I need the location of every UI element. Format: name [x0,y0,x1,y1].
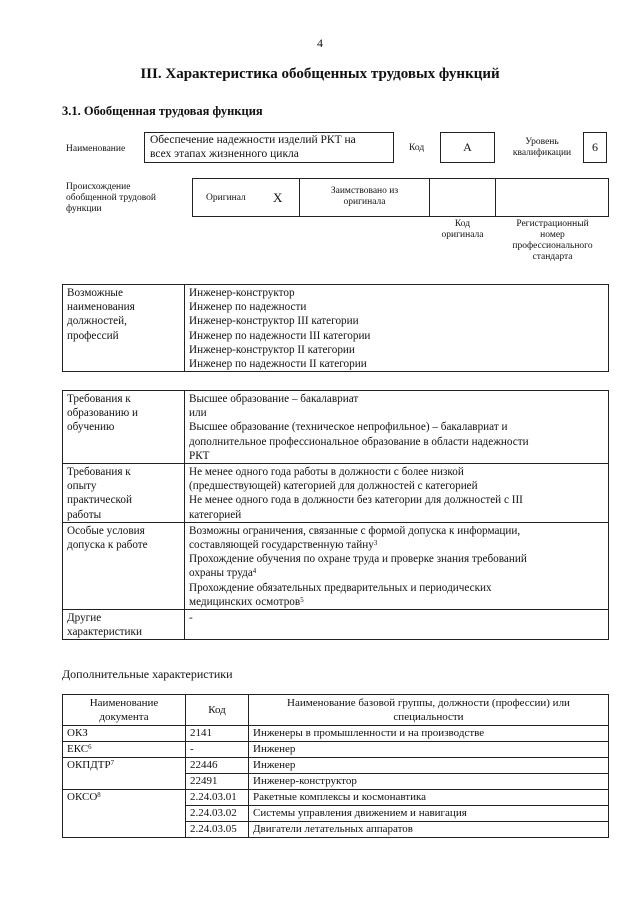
access-line-text: охраны труда [189,567,253,580]
experience-line: (предшествующей) категорией для должностей с категорией [189,480,478,493]
function-name-line-1: Обеспечение надежности изделий РКТ на [150,134,356,146]
code-cell: - [186,742,249,758]
original-code-caption [430,219,495,241]
other-label-line-1: Другие [67,612,102,625]
origin-label-line-3: функции [66,204,102,214]
registration-caption [496,219,609,263]
doc-header-line-1: Наименование [89,697,159,709]
code-value-box [440,132,495,163]
position-item: Инженер по надежности [189,301,307,314]
level-value-box [583,132,607,163]
function-name-line-2: всех этапах жизненного цикла [150,147,299,160]
access-label-line-1: Особые условия [67,524,145,537]
positions-label-line-3: должностей, [67,315,127,328]
code-cell: 2.24.03.02 [186,806,249,822]
positions-values-cell [185,285,609,372]
other-values-cell [185,610,609,640]
name-header-line-2: специальности [393,711,464,723]
education-label-line-3: обучению [67,421,115,434]
access-label-cell [63,522,185,609]
registration-caption-line-3: профессионального [512,241,593,251]
experience-row [63,464,609,523]
page-number: 4 [317,36,323,50]
access-line-text: составляющей государственную тайну [189,539,374,552]
education-row [63,391,609,464]
table-row [63,790,609,806]
experience-label-line-2: опыту [67,480,97,493]
borrowed-label [300,186,429,208]
additional-title: Дополнительные характеристики [62,667,233,681]
access-line-text: медицинских осмотров [189,595,301,608]
name-label: Наименование [66,144,126,154]
experience-values-cell [185,464,609,523]
other-row [63,610,609,640]
experience-label-line-1: Требования к [67,466,131,479]
name-cell: Инженер [249,758,609,774]
positions-label-line-2: наименования [67,301,135,314]
doc-name: ОКЗ [67,727,88,739]
access-row [63,522,609,609]
positions-row [63,285,609,372]
positions-table [62,284,609,372]
doc-header-line-2: документа [99,711,149,723]
access-line: Прохождение обучения по охране труда и проверке знания требований [189,553,527,566]
code-header: Код [186,695,249,726]
positions-label-cell [63,285,185,372]
footnote-marker[interactable]: 4 [252,567,257,576]
footnote-marker[interactable]: 5 [300,595,304,604]
doc-cell [63,742,186,758]
code-cell: 2141 [186,726,249,742]
experience-label-cell [63,464,185,523]
education-line: Высшее образование – бакалавриат [189,393,359,405]
doc-name: ОКПДТР [67,759,111,771]
access-line: Прохождение обязательных предварительных и периодических [189,581,492,594]
other-line: - [189,612,193,625]
access-line [189,538,604,552]
education-label-line-1: Требования к [67,393,131,405]
name-cell: Инженер-конструктор [249,774,609,790]
name-cell: Ракетные комплексы и космонавтика [249,790,609,806]
positions-label-line-4: профессий [67,329,119,342]
level-value: 6 [592,140,598,154]
experience-label-line-3: практической [67,494,132,507]
other-label-line-2: характеристики [67,626,142,639]
doc-header [63,695,186,726]
doc-cell [63,726,186,742]
additional-header-row [63,695,609,726]
experience-line: категорией [189,508,242,521]
origin-divider-2 [429,178,430,217]
position-item: Инженер-конструктор III категории [189,315,359,328]
table-row [63,726,609,742]
education-label-cell [63,391,185,464]
registration-caption-line-1: Регистрационный [516,219,589,229]
table-row [63,758,609,774]
code-cell: 22446 [186,758,249,774]
education-line: дополнительное профессиональное образование в области надежности [189,435,529,448]
code-cell: 2.24.03.01 [186,790,249,806]
section-title: III. Характеристика обобщенных трудовых функций [140,66,500,82]
name-cell: Инженер [249,742,609,758]
borrowed-label-line-2: оригинала [343,197,386,207]
registration-caption-line-2: номер [540,230,565,240]
education-line: Высшее образование (техническое непрофильное) – бакалавриат и [189,421,508,434]
name-header-line-1: Наименование базовой группы, должности (профессии) или [287,697,570,709]
access-line: Возможны ограничения, связанные с формой допуска к информации, [189,524,521,537]
level-label-line-1: Уровень [525,137,559,147]
education-line: или [189,407,207,420]
name-cell: Инженеры в промышленности и на производстве [249,726,609,742]
footnote-marker[interactable]: 6 [88,743,92,751]
name-cell: Системы управления движением и навигация [249,806,609,822]
experience-label-line-4: работы [67,508,102,521]
experience-line: Не менее одного года в должности без категории для должностей с III [189,494,523,507]
code-cell: 22491 [186,774,249,790]
position-item: Инженер по надежности III категории [189,329,371,342]
education-values-cell [185,391,609,464]
level-label [502,137,582,159]
origin-label [66,182,156,215]
doc-cell [63,758,186,790]
position-item: Инженер по надежности II категории [189,358,367,371]
origin-divider-3 [495,178,496,217]
access-line [189,595,604,609]
doc-name: ОКСО [67,791,98,803]
origin-label-line-1: Происхождение [66,182,131,192]
additional-table [62,694,609,838]
footnote-marker[interactable]: 8 [97,791,101,799]
education-line: РКТ [189,449,210,462]
original-label: Оригинал [206,193,246,203]
registration-caption-line-4: стандарта [532,252,573,262]
doc-name: ЕКС [67,743,89,755]
position-item: Инженер-конструктор II категории [189,343,355,356]
footnote-marker[interactable]: 7 [110,759,114,767]
table-row [63,742,609,758]
original-code-caption-line-1: Код [454,219,471,229]
code-cell: 2.24.03.05 [186,822,249,838]
footnote-marker[interactable]: 3 [373,538,378,547]
doc-cell [63,790,186,838]
level-label-line-2: квалификации [512,148,572,158]
positions-label-line-1: Возможные [67,287,123,299]
education-label-line-2: образованию и [67,407,139,420]
requirements-table [62,390,609,640]
original-code-caption-line-2: оригинала [441,230,484,240]
experience-line: Не менее одного года работы в должности с более низкой [189,466,464,479]
code-label: Код [409,143,425,153]
access-label-line-2: допуска к работе [67,539,148,552]
origin-label-line-2: обобщенной трудовой [66,193,156,203]
position-item: Инженер-конструктор [189,287,295,299]
function-name-box [144,132,394,163]
name-cell: Двигатели летательных аппаратов [249,822,609,838]
other-label-cell [63,610,185,640]
name-header [249,695,609,726]
code-value: А [463,140,472,154]
access-values-cell [185,522,609,609]
borrowed-label-line-1: Заимствовано из [330,186,399,196]
original-mark: X [273,190,283,205]
access-line [189,566,604,580]
subsection-title: 3.1. Обобщенная трудовая функция [62,104,263,118]
